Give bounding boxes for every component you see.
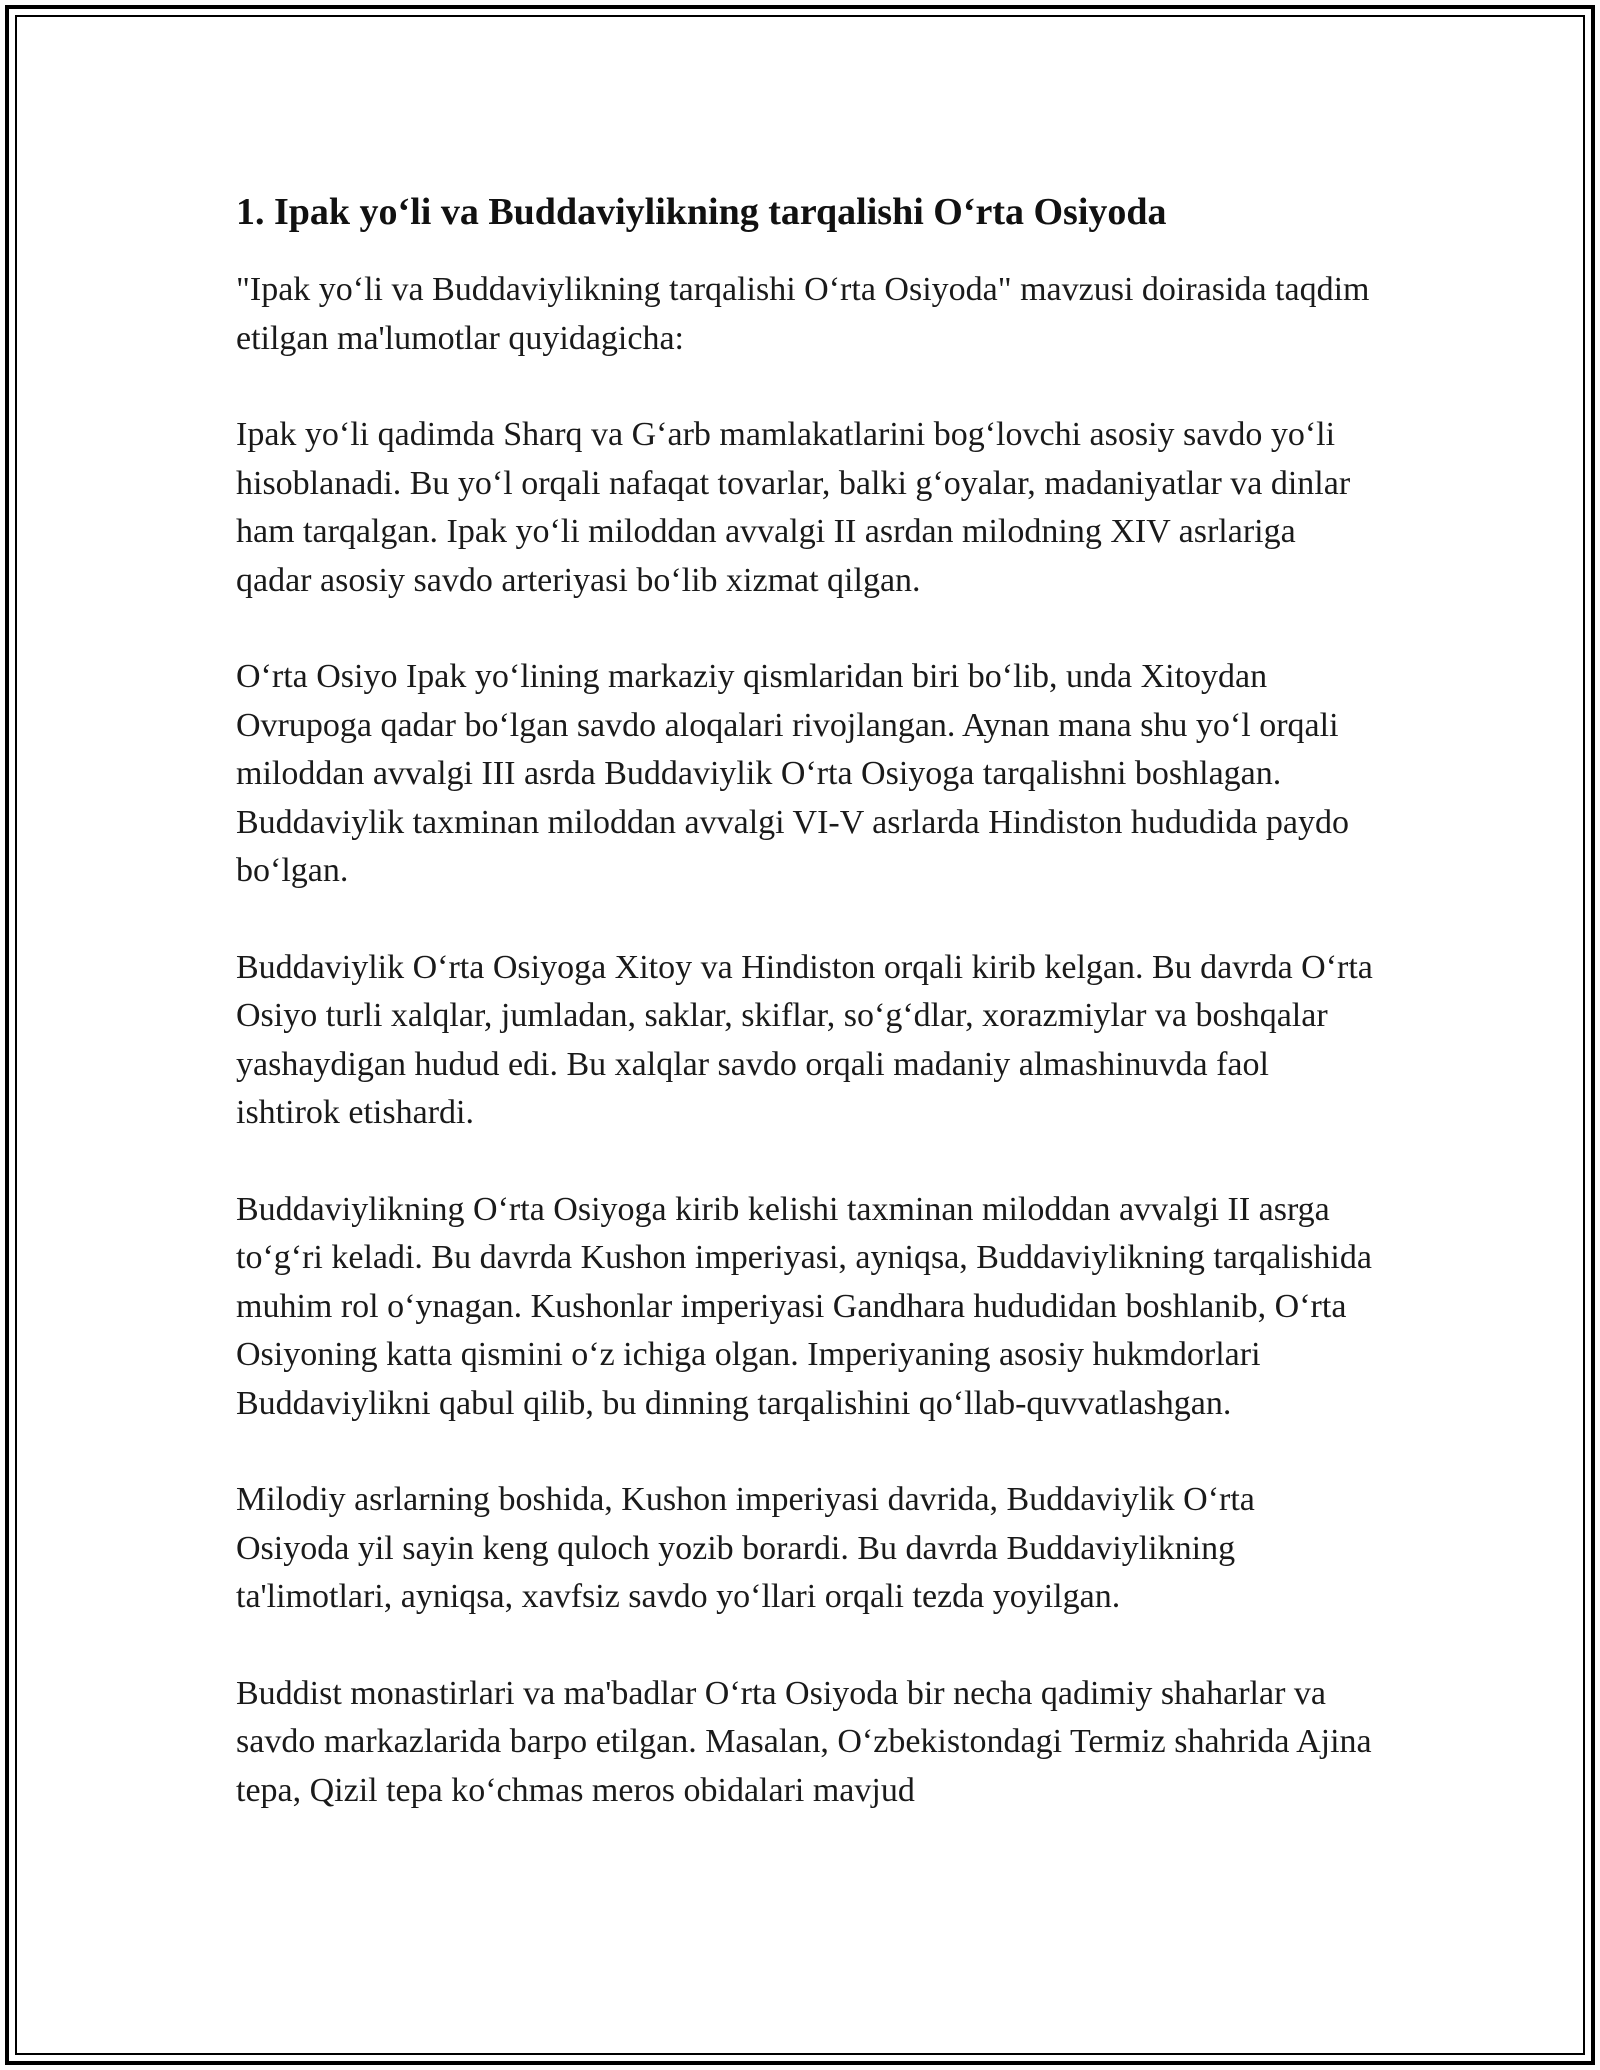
paragraph-kushan: Buddaviylikning O‘rta Osiyoga kirib kelishi taxminan miloddan avvalgi II asrga to‘g‘ri keladi. Bu davrda Kushon imperiyasi, ayniqsa, Buddaviylikning tarqalishida muhim rol o‘ynagan. Kushonlar imperiyasi Gandhara hududidan boshlanib, O‘rta Osiyoning katta qismini o‘z ichiga olgan. Imperiyaning asosiy hukmdorlari Buddaviylikni qabul qilib, bu dinning tarqalishini qo‘llab-quvvatlashgan. xyxy=(236,1190,1372,1422)
paragraph-monasteries: Buddist monastirlari va ma'badlar O‘rta Osiyoda bir necha qadimiy shaharlar va savdo markazlarida barpo etilgan. Masalan, O‘zbekistondagi Termiz shahrida Ajina tepa, Qizil tepa ko‘chmas meros obidalari mavjud xyxy=(236,1674,1372,1809)
document-body xyxy=(236,186,1376,1863)
paragraph-intro: "Ipak yo‘li va Buddaviylikning tarqalishi O‘rta Osiyoda" mavzusi doirasida taqdim etilgan ma'lumotlar quyidagicha: xyxy=(236,271,1370,357)
paragraph-spread: Milodiy asrlarning boshida, Kushon imperiyasi davrida, Buddaviylik O‘rta Osiyoda yil sayin keng quloch yozib borardi. Bu davrda Buddaviylikning ta'limotlari, ayniqsa, xavfsiz savdo yo‘llari orqali tezda yoyilgan. xyxy=(236,1481,1255,1615)
paragraph-central-asia: O‘rta Osiyo Ipak yo‘lining markaziy qismlaridan biri bo‘lib, unda Xitoydan Ovrupoga qadar bo‘lgan savdo aloqalari rivojlangan. Aynan mana shu yo‘l orqali miloddan avvalgi III asrda Buddaviylik O‘rta Osiyoga tarqalishni boshlagan. Buddaviylik taxminan miloddan avvalgi VI-V asrlarda Hindiston hududida paydo bo‘lgan. xyxy=(236,658,1350,889)
paragraph-peoples: Buddaviylik O‘rta Osiyoga Xitoy va Hindiston orqali kirib kelgan. Bu davrda O‘rta Osiyo turli xalqlar, jumladan, saklar, skiflar, so‘g‘dlar, xorazmiylar va boshqalar yashaydigan hudud edi. Bu xalqlar savdo orqali madaniy almashinuvda faol ishtirok etishardi. xyxy=(236,948,1373,1131)
section-heading: 1. Ipak yo‘li va Buddaviylikning tarqalishi O‘rta Osiyoda xyxy=(236,191,1167,233)
paragraph-silk-road: Ipak yo‘li qadimda Sharq va G‘arb mamlakatlarini bog‘lovchi asosiy savdo yo‘li hisoblanadi. Bu yo‘l orqali nafaqat tovarlar, balki g‘oyalar, madaniyatlar va dinlar ham tarqalgan. Ipak yo‘li miloddan avvalgi II asrdan milodning XIV asrlariga qadar asosiy savdo arteriyasi bo‘lib xizmat qilgan. xyxy=(236,416,1351,599)
